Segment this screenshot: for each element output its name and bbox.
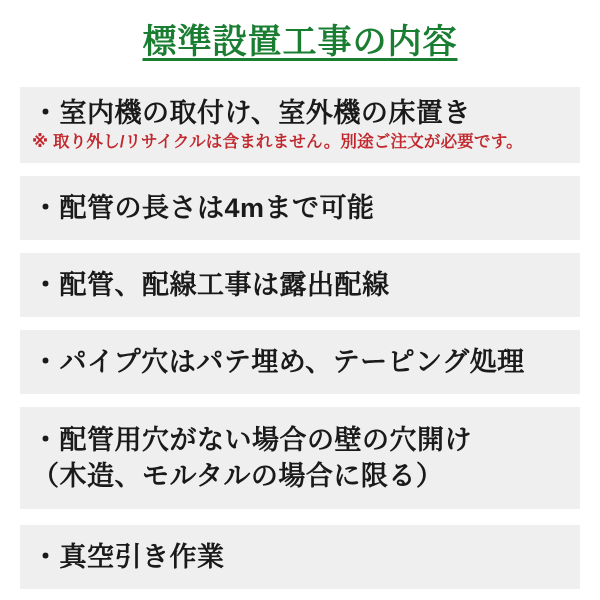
list-item [20, 525, 580, 589]
list-item [20, 330, 580, 394]
list-item [20, 253, 580, 317]
page-title: 標準設置工事の内容 [142, 23, 458, 61]
list-item-text: ・配管の長さは4mまで可能 [32, 193, 375, 223]
list-item-text: ・配管、配線工事は露出配線 [32, 270, 390, 300]
list-item-text: ・真空引き作業 [32, 542, 225, 572]
list-item-text-line2: （木造、モルタルの場合に限る） [32, 461, 444, 491]
list-item [20, 407, 580, 509]
list-item-text: ・室内機の取付け、室外機の床置き [32, 98, 471, 128]
list-item-text: ・パイプ穴はパテ埋め、テーピング処理 [32, 347, 525, 377]
list-item-note: ※ 取り外し/リサイクルは含まれません。別途ご注文が必要です。 [32, 133, 523, 151]
list-item [20, 176, 580, 240]
list-item-text: ・配管用穴がない場合の壁の穴開け [32, 425, 472, 455]
list-item [20, 87, 580, 163]
